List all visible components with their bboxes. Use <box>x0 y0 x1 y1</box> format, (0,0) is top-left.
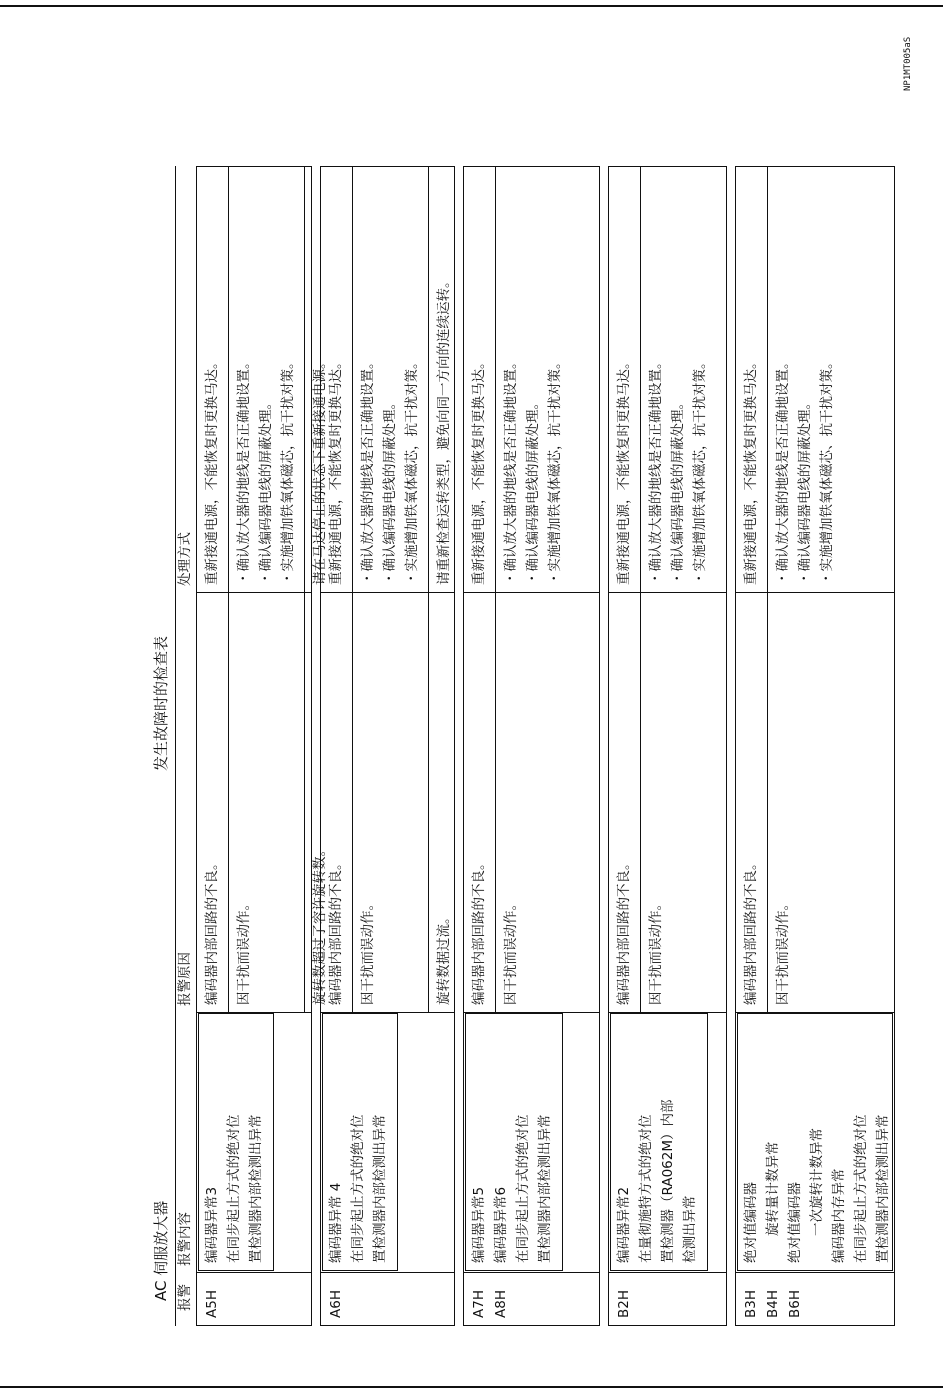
alarm-action: ・确认放大器的地线是否正确地设置。 <box>236 355 252 585</box>
column-divider <box>463 592 600 593</box>
alarm-code: B6H <box>787 1289 803 1318</box>
alarm-action: ・实施增加铁氧体磁芯，抗干扰对策。 <box>404 355 420 585</box>
row-divider <box>767 166 768 1013</box>
page-title: 发生故障时的检查表 <box>152 635 170 771</box>
alarm-cause: 编码器内部回路的不良。 <box>328 856 344 1005</box>
row-divider <box>428 166 429 1013</box>
alarm-cause: 因干扰而误动作。 <box>648 897 664 1005</box>
alarm-cause: 编码器内部回路的不良。 <box>743 856 759 1005</box>
alarm-action: 请在马达停止的状态下重新接通电源。 <box>312 355 328 585</box>
alarm-cause: 因干扰而误动作。 <box>503 897 519 1005</box>
row-divider <box>352 166 353 1013</box>
alarm-code: A6H <box>328 1290 344 1318</box>
alarm-code: B2H <box>616 1289 632 1318</box>
alarm-content-line: 绝对值编码器 <box>743 1182 759 1263</box>
alarm-action: 重新接通电源，不能恢复时更换马达。 <box>204 355 220 585</box>
alarm-code: A7H <box>471 1290 487 1318</box>
alarm-action: ・确认放大器的地线是否正确地设置。 <box>360 355 376 585</box>
header-content: 报警内容 <box>177 1212 193 1266</box>
alarm-code: A5H <box>204 1290 220 1318</box>
column-divider <box>463 1272 600 1273</box>
alarm-content-line: 绝对值编码器 <box>787 1182 803 1263</box>
alarm-content-line: 在同步起止方式的绝对位 <box>853 1114 869 1263</box>
alarm-action: ・确认编码器电线的屏蔽处理。 <box>258 396 274 585</box>
row-divider <box>304 166 305 1013</box>
column-divider <box>196 1272 312 1273</box>
alarm-content-line: 旋转量计数异常 <box>765 1141 781 1263</box>
alarm-action: ・实施增加铁氧体磁芯，抗干扰对策。 <box>280 355 296 585</box>
alarm-action: 重新接通电源，不能恢复时更换马达。 <box>616 355 632 585</box>
alarm-content-line: 置检测器内部检测出异常 <box>875 1114 891 1263</box>
alarm-content-line: 置检测器内部检测出异常 <box>248 1114 264 1263</box>
column-divider <box>608 1272 727 1273</box>
alarm-content-line: 编码器异常2 <box>616 1186 632 1263</box>
alarm-cause: 旋转数据过流。 <box>436 910 452 1005</box>
header-alarm: 报警 <box>177 1284 193 1311</box>
alarm-action: ・确认编码器电线的屏蔽处理。 <box>525 396 541 585</box>
alarm-action: 重新接通电源，不能恢复时更换马达。 <box>328 355 344 585</box>
alarm-cause: 编码器内部回路的不良。 <box>471 856 487 1005</box>
alarm-action: ・实施增加铁氧体磁芯，抗干扰对策。 <box>692 355 708 585</box>
alarm-content-line: 编码器异常 4 <box>328 1182 344 1263</box>
alarm-content-line: 在同步起止方式的绝对位 <box>350 1114 366 1263</box>
alarm-cause: 编码器内部回路的不良。 <box>616 856 632 1005</box>
alarm-code: B3H <box>743 1289 759 1318</box>
alarm-content-line: 在量彻施特方式的绝对位 <box>638 1114 654 1263</box>
alarm-content-line: 编码器内存异常 <box>831 1168 847 1263</box>
alarm-cause: 因干扰而误动作。 <box>775 897 791 1005</box>
alarm-content-line: 编码器异常5 <box>471 1186 487 1263</box>
alarm-action: 请重新检查运转类型，避免向同一方向的连续运转。 <box>436 274 452 585</box>
alarm-content-line: 置检测器内部检测出异常 <box>372 1114 388 1263</box>
table-top-rule <box>175 166 176 1326</box>
alarm-content-line: 置检测器内部检测出异常 <box>537 1114 553 1263</box>
alarm-cause: 因干扰而误动作。 <box>360 897 376 1005</box>
alarm-content-line: 检测出异常 <box>682 1195 698 1263</box>
alarm-action: ・确认放大器的地线是否正确地设置。 <box>503 355 519 585</box>
alarm-content-line: 在同步起止方式的绝对位 <box>515 1114 531 1263</box>
alarm-action: 重新接通电源，不能恢复时更换马达。 <box>471 355 487 585</box>
alarm-action: ・确认编码器电线的屏蔽处理。 <box>382 396 398 585</box>
column-divider <box>320 592 455 593</box>
row-divider <box>228 166 229 1013</box>
alarm-action: ・确认放大器的地线是否正确地设置。 <box>648 355 664 585</box>
column-divider <box>320 1272 455 1273</box>
alarm-action: ・实施增加铁氧体磁芯，抗干扰对策。 <box>547 355 563 585</box>
alarm-code: B4H <box>765 1289 781 1318</box>
alarm-action: ・确认放大器的地线是否正确地设置。 <box>775 355 791 585</box>
alarm-content-line: 一次旋转计数异常 <box>809 1128 825 1263</box>
alarm-cause: 因干扰而误动作。 <box>236 897 252 1005</box>
alarm-content-line: 编码器异常3 <box>204 1186 220 1263</box>
alarm-code: A8H <box>493 1290 509 1318</box>
alarm-action: 重新接通电源，不能恢复时更换马达。 <box>743 355 759 585</box>
alarm-content-line: 在同步起止方式的绝对位 <box>226 1114 242 1263</box>
column-divider <box>608 592 727 593</box>
alarm-cause: 旋转数超过了容许旋转数。 <box>312 843 328 1005</box>
alarm-cause: 编码器内部回路的不良。 <box>204 856 220 1005</box>
header-cause: 报警原因 <box>177 952 193 1006</box>
column-divider <box>735 1272 895 1273</box>
alarm-action: ・实施增加铁氧体磁芯、抗干扰对策。 <box>819 355 835 585</box>
figure-code: NP1MT005aS <box>903 36 913 91</box>
column-divider <box>196 592 312 593</box>
row-divider <box>495 166 496 1013</box>
alarm-content-line: 置检测器（RA062M）内部 <box>660 1099 676 1263</box>
amplifier-subtitle: AC 伺服放大器 <box>152 1200 170 1301</box>
row-divider <box>640 166 641 1013</box>
column-divider <box>735 592 895 593</box>
alarm-action: ・确认编码器电线的屏蔽处理。 <box>797 396 813 585</box>
alarm-action: ・确认编码器电线的屏蔽处理。 <box>670 396 686 585</box>
alarm-content-line: 编码器异常6 <box>493 1186 509 1263</box>
header-action: 处理方式 <box>177 532 193 586</box>
